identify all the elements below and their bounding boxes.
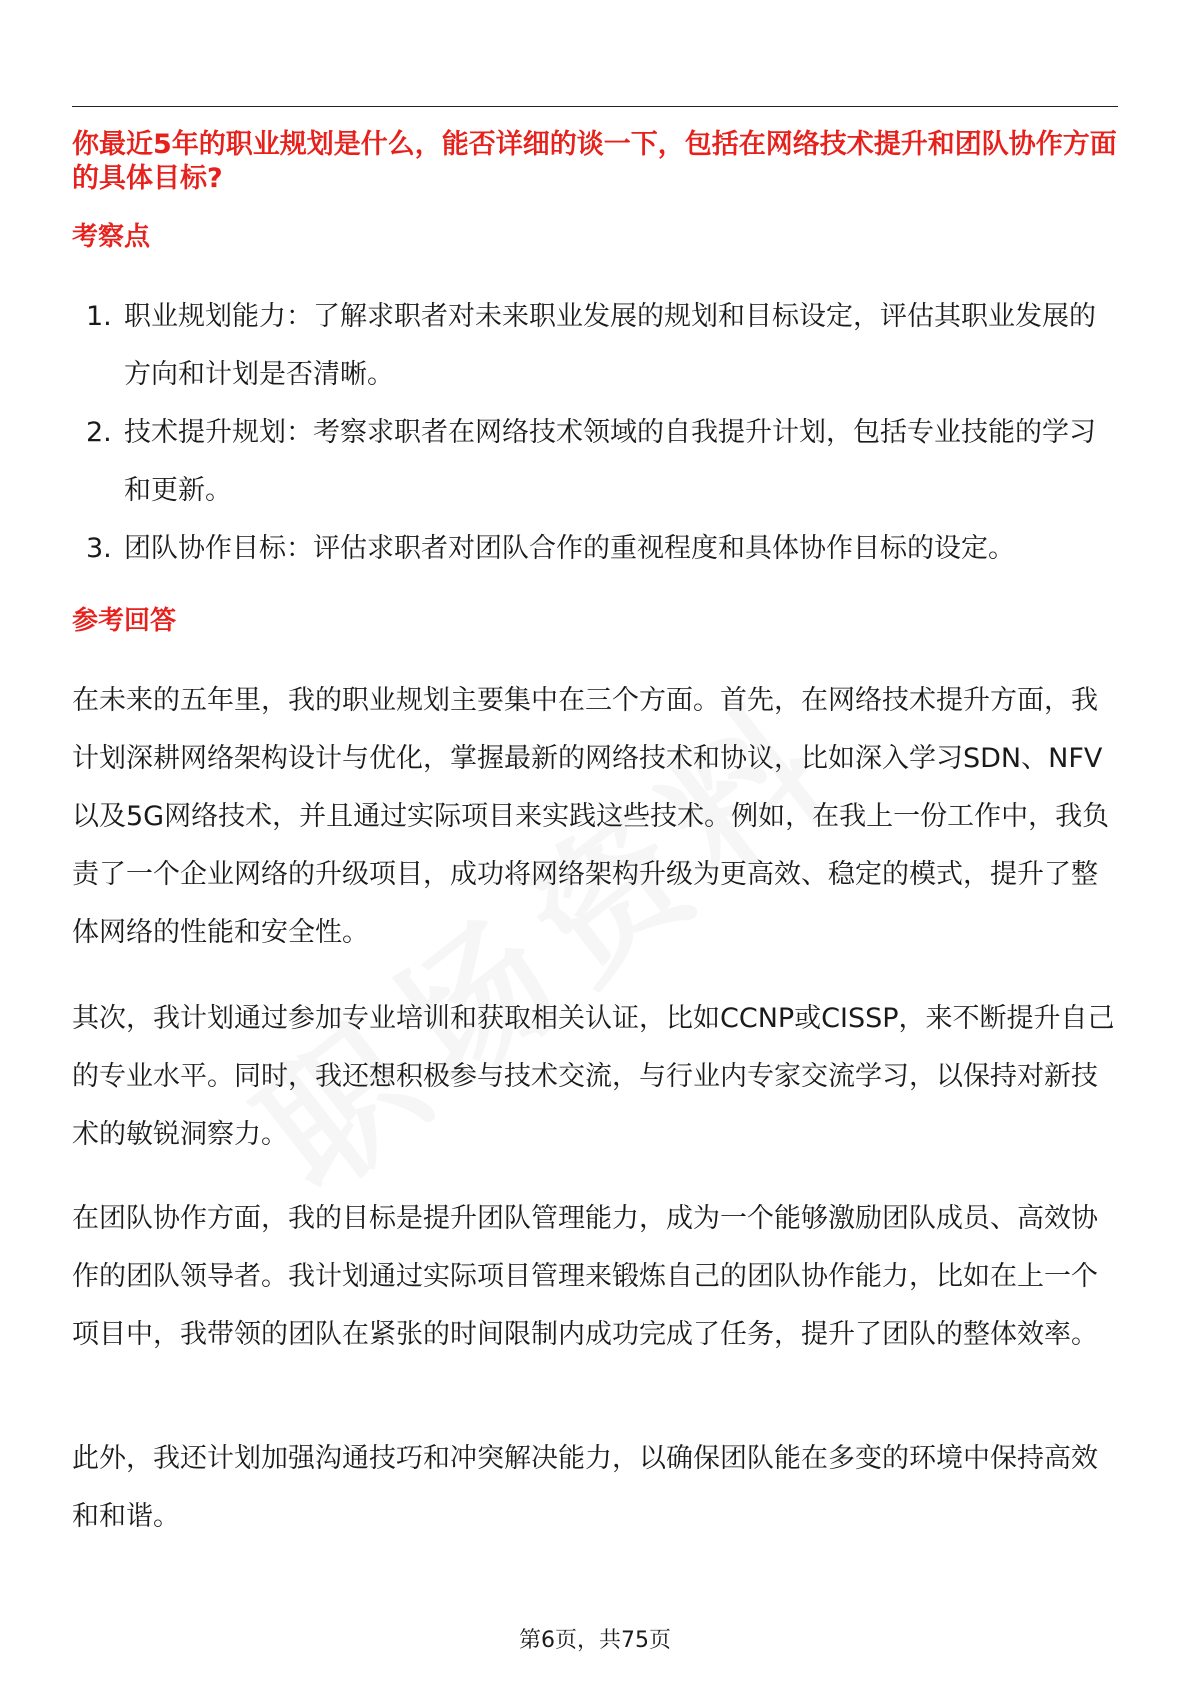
point-number: 2. [86,417,112,448]
assessment-point [72,288,1118,404]
top-divider [72,106,1118,107]
assessment-point [72,520,1118,578]
answer-paragraph: 此外，我还计划加强沟通技巧和冲突解决能力，以确保团队能在多变的环境中保持高效和和谐。 [72,1443,1098,1532]
answer-heading: 参考回答 [72,606,177,636]
answer-paragraph: 在未来的五年里，我的职业规划主要集中在三个方面。首先，在网络技术提升方面，我计划深耕网络架构设计与优化，掌握最新的网络技术和协议，比如深入学习SDN、NFV以及5G网络技术，并且通过实际项目来实践这些技术。例如，在我上一份工作中，我负责了一个企业网络的升级项目，成功将网络架构升级为更高效、稳定的模式，提升了整体网络的性能和安全性。 [72,685,1110,948]
answer-paragraph: 在团队协作方面，我的目标是提升团队管理能力，成为一个能够激励团队成员、高效协作的团队领导者。我计划通过实际项目管理来锻炼自己的团队协作能力，比如在上一个项目中，我带领的团队在紧张的时间限制内成功完成了任务，提升了团队的整体效率。 [72,1203,1098,1350]
answer-paragraph: 其次，我计划通过参加专业培训和获取相关认证，比如CCNP或CISSP，来不断提升自己的专业水平。同时，我还想积极参与技术交流，与行业内专家交流学习，以保持对新技术的敏锐洞察力。 [72,1003,1115,1150]
point-text: 技术提升规划：考察求职者在网络技术领域的自我提升计划，包括专业技能的学习和更新。 [124,417,1096,506]
assessment-point [72,404,1118,520]
point-text: 团队协作目标：评估求职者对团队合作的重视程度和具体协作目标的设定。 [124,533,1015,564]
assessment-heading: 考察点 [72,222,151,252]
page-number: 第6页，共75页 [519,1628,671,1653]
point-number: 1. [86,301,112,332]
question-title: 你最近5年的职业规划是什么，能否详细的谈一下，包括在网络技术提升和团队协作方面的具体目标? [72,129,1117,194]
point-number: 3. [86,533,112,564]
assessment-points-list [72,288,1118,578]
point-text: 职业规划能力：了解求职者对未来职业发展的规划和目标设定，评估其职业发展的方向和计划是否清晰。 [124,301,1096,390]
